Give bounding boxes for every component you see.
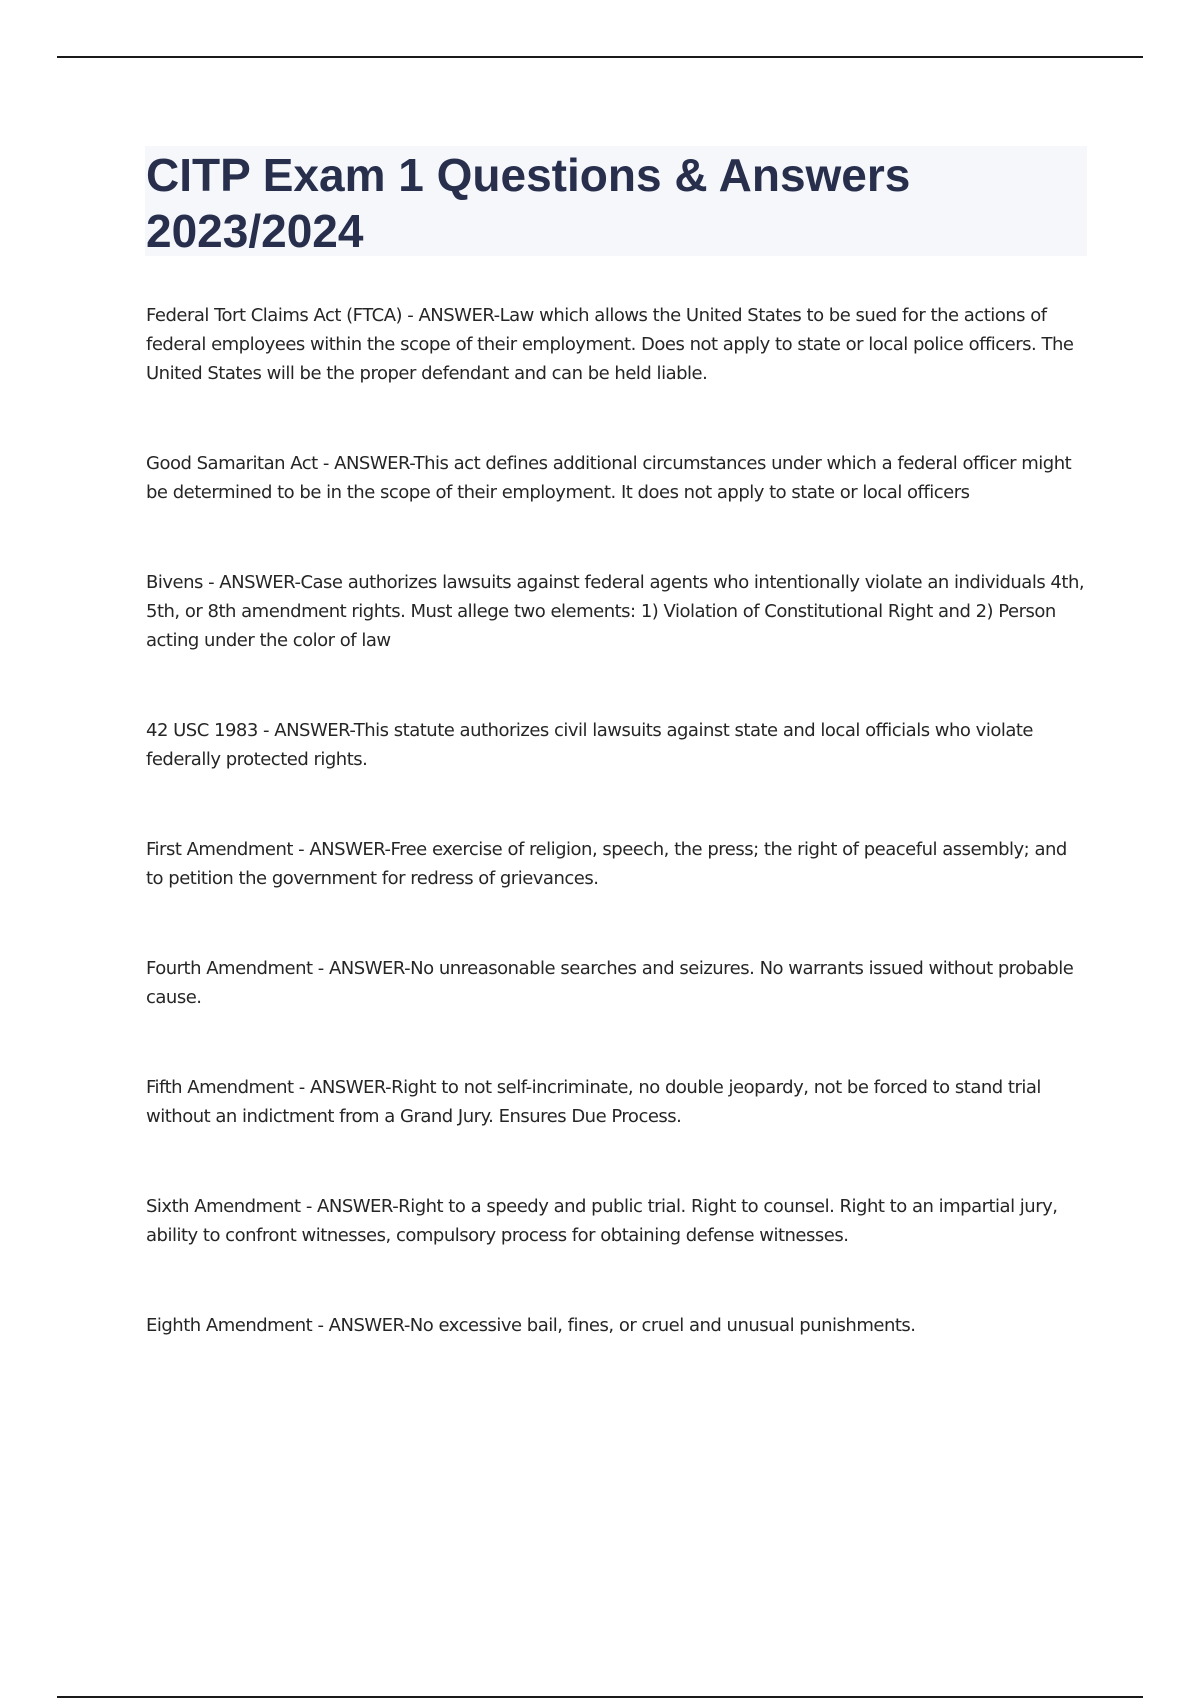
qa-item-eighth-amendment: Eighth Amendment - ANSWER-No excessive bail, fines, or cruel and unusual punishments. <box>146 1315 916 1336</box>
qa-item-fourth-amendment: Fourth Amendment - ANSWER-No unreasonable searches and seizures. No warrants issued without probable cause. <box>146 958 1074 1008</box>
top-rule <box>57 56 1143 58</box>
qa-item-fifth-amendment: Fifth Amendment - ANSWER-Right to not self-incriminate, no double jeopardy, not be forced to stand trial without an indictment from a Grand Jury. Ensures Due Process. <box>146 1077 1041 1127</box>
qa-item-first-amendment: First Amendment - ANSWER-Free exercise of religion, speech, the press; the right of peaceful assembly; and to petition the government for redress of grievances. <box>146 839 1067 889</box>
qa-item-ftca: Federal Tort Claims Act (FTCA) - ANSWER-Law which allows the United States to be sued for the actions of federal employees within the scope of their employment. Does not apply to state or local police officers. The United States will be the proper defendant and can be held liable. <box>146 305 1074 384</box>
qa-item-42-usc-1983: 42 USC 1983 - ANSWER-This statute authorizes civil lawsuits against state and local officials who violate federally protected rights. <box>146 720 1033 770</box>
qa-list <box>146 301 1086 1401</box>
qa-item-sixth-amendment: Sixth Amendment - ANSWER-Right to a speedy and public trial. Right to counsel. Right to an impartial jury, ability to confront witnesses, compulsory process for obtaining defense witnesses. <box>146 1196 1058 1246</box>
qa-item-bivens: Bivens - ANSWER-Case authorizes lawsuits against federal agents who intentionally violate an individuals 4th, 5th, or 8th amendment rights. Must allege two elements: 1) Violation of Constitutional Right and 2) Person acting under the color of law <box>146 572 1085 651</box>
document-title: CITP Exam 1 Questions & Answers 2023/2024 <box>146 149 911 257</box>
bottom-rule <box>57 1696 1143 1698</box>
qa-item-good-samaritan-act: Good Samaritan Act - ANSWER-This act defines additional circumstances under which a federal officer might be determined to be in the scope of their employment. It does not apply to state or local officers <box>146 453 1072 503</box>
